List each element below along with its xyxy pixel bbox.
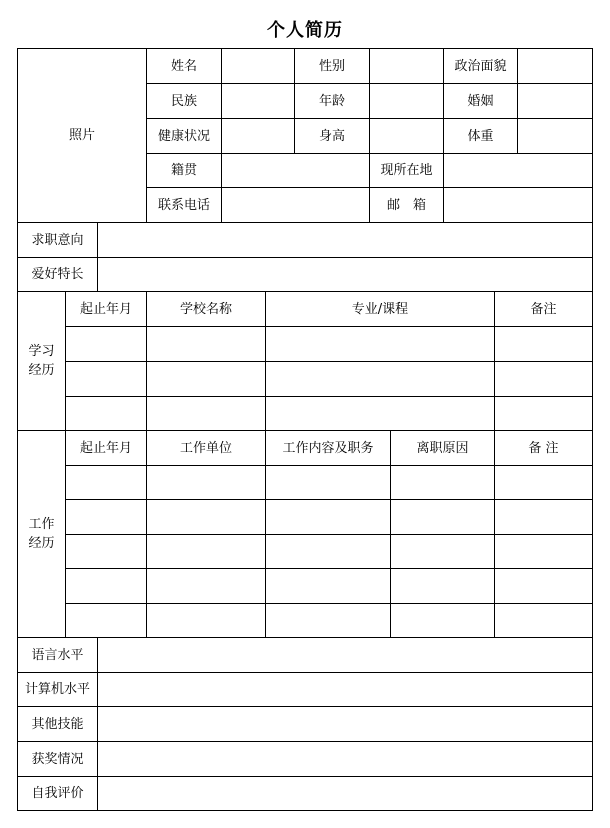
bottom-field[interactable] [97,741,593,777]
political-field[interactable] [517,48,593,84]
education-cell[interactable] [65,396,147,431]
work-cell[interactable] [265,499,391,535]
education-cell[interactable] [265,396,495,431]
work-cell[interactable] [65,499,147,535]
work-cell[interactable] [494,534,593,569]
work-cell[interactable] [494,499,593,535]
education-cell[interactable] [494,361,593,397]
work-cell[interactable] [390,568,495,604]
education-cell[interactable] [146,326,266,362]
bottom-label: 其他技能 [17,706,98,742]
work-cell[interactable] [146,534,266,569]
work-cell[interactable] [146,499,266,535]
work-cell[interactable] [146,568,266,604]
work-cell[interactable] [65,534,147,569]
hobbies-label: 爱好特长 [17,257,98,292]
work-cell[interactable] [146,465,266,500]
work-cell[interactable] [494,568,593,604]
email-label: 邮 箱 [369,187,444,223]
bottom-label: 语言水平 [17,637,98,673]
marital-field[interactable] [517,83,593,119]
education-header: 起止年月 [65,291,147,327]
bottom-field[interactable] [97,706,593,742]
work-cell[interactable] [146,603,266,638]
hobbies-field[interactable] [97,257,593,292]
photo-cell: 照片 [17,48,147,223]
height-field[interactable] [369,118,444,154]
ethnicity-label: 民族 [146,83,222,119]
age-label: 年龄 [294,83,370,119]
work-cell[interactable] [65,568,147,604]
work-header: 离职原因 [390,430,495,466]
education-cell[interactable] [146,361,266,397]
bottom-label: 获奖情况 [17,741,98,777]
work-cell[interactable] [65,603,147,638]
work-header: 工作单位 [146,430,266,466]
work-cell[interactable] [265,568,391,604]
weight-label: 体重 [443,118,518,154]
work-header: 备 注 [494,430,593,466]
work-cell[interactable] [265,534,391,569]
gender-field[interactable] [369,48,444,84]
gender-label: 性别 [294,48,370,84]
education-cell[interactable] [265,326,495,362]
political-label: 政治面貌 [443,48,518,84]
education-cell[interactable] [65,361,147,397]
height-label: 身高 [294,118,370,154]
age-field[interactable] [369,83,444,119]
residence-field[interactable] [443,153,593,188]
native-label: 籍贯 [146,153,222,188]
bottom-field[interactable] [97,637,593,673]
work-cell[interactable] [494,603,593,638]
education-header: 学校名称 [146,291,266,327]
education-cell[interactable] [65,326,147,362]
work-cell[interactable] [390,603,495,638]
bottom-label: 自我评价 [17,776,98,811]
health-label: 健康状况 [146,118,222,154]
marital-label: 婚姻 [443,83,518,119]
email-field[interactable] [443,187,593,223]
work-cell[interactable] [265,603,391,638]
phone-field[interactable] [221,187,370,223]
bottom-label: 计算机水平 [17,672,98,707]
intent-field[interactable] [97,222,593,258]
work-header: 工作内容及职务 [265,430,391,466]
work-cell[interactable] [390,465,495,500]
education-section-label-line: 经历 [28,363,55,378]
education-header: 备注 [494,291,593,327]
education-cell[interactable] [494,396,593,431]
work-cell[interactable] [390,534,495,569]
education-header: 专业/课程 [265,291,495,327]
work-section-label-line: 工作 [28,517,55,532]
phone-label: 联系电话 [146,187,222,223]
weight-field[interactable] [517,118,593,154]
education-cell[interactable] [265,361,495,397]
bottom-field[interactable] [97,776,593,811]
health-field[interactable] [221,118,295,154]
work-section-label [17,430,66,638]
intent-label: 求职意向 [17,222,98,258]
education-section-label-line: 学习 [28,344,55,359]
education-cell[interactable] [494,326,593,362]
name-field[interactable] [221,48,295,84]
bottom-field[interactable] [97,672,593,707]
residence-label: 现所在地 [369,153,444,188]
work-section-label-line: 经历 [28,536,55,551]
work-cell[interactable] [265,465,391,500]
page-title: 个人简历 [267,20,343,41]
work-cell[interactable] [494,465,593,500]
ethnicity-field[interactable] [221,83,295,119]
work-header: 起止年月 [65,430,147,466]
work-cell[interactable] [390,499,495,535]
name-label: 姓名 [146,48,222,84]
education-cell[interactable] [146,396,266,431]
education-section-label [17,291,66,431]
work-cell[interactable] [65,465,147,500]
native-field[interactable] [221,153,370,188]
